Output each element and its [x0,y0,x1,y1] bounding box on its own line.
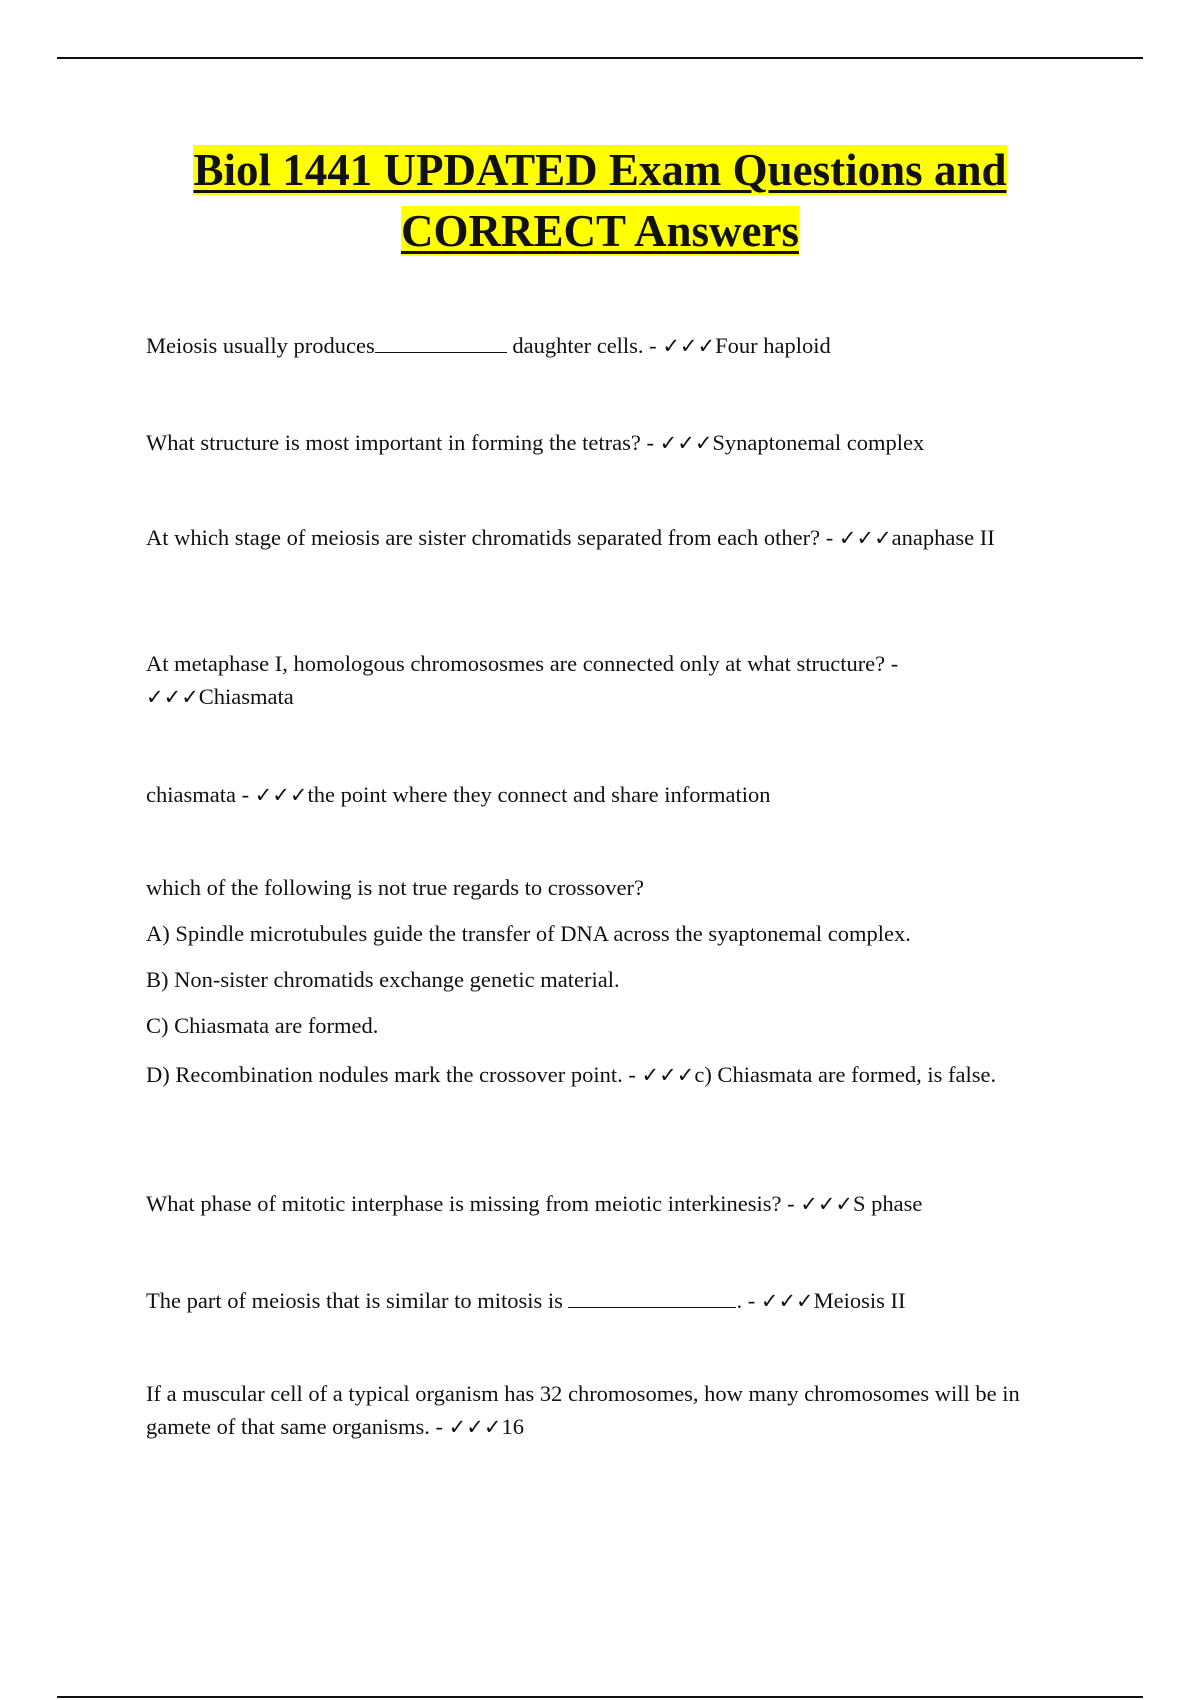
title-line-2: CORRECT Answers [401,206,799,256]
question-text: which of the following is not true regards to crossover? [146,875,644,900]
check-mark-icon: ✓✓✓ [146,685,199,709]
title-line-1: Biol 1441 UPDATED Exam Questions and [193,145,1007,195]
question-text: What structure is most important in forming the tetras? - [146,430,660,455]
qa-item-4 [146,647,1046,714]
question-text: Meiosis usually produces [146,333,375,358]
question-text: If a muscular cell of a typical organism has 32 chromosomes, how many chromosomes will be in gamete of that same organisms. - [146,1381,1020,1439]
question-text: What phase of mitotic interphase is missing from meiotic interkinesis? - [146,1191,801,1216]
check-mark-icon: ✓✓✓ [800,1192,854,1216]
qa-item-6 [146,871,1046,904]
check-mark-icon: ✓✓✓ [662,334,716,358]
answer-text: Synaptonemal complex [712,430,925,455]
answer-text: c) Chiasmata are formed, is false. [694,1062,997,1087]
answer-text: the point where they connect and share information [307,782,771,807]
top-rule [57,57,1143,59]
qa-item-2 [146,426,1046,460]
answer-text: Four haploid [715,333,831,358]
option-d [146,1060,1046,1090]
question-text: chiasmata - [146,782,255,807]
check-mark-icon: ✓✓✓ [760,1289,814,1313]
answer-text: Chiasmata [198,684,294,709]
qa-item-8 [146,1284,1046,1318]
option-c: C) Chiasmata are formed. [146,1013,379,1038]
answer-text: 16 [501,1414,524,1439]
answer-blank [568,1285,736,1308]
answer-text: Meiosis II [813,1288,906,1313]
question-text: daughter cells. - [506,333,663,358]
bottom-rule [57,1696,1143,1698]
qa-item-7 [146,1187,1046,1221]
check-mark-icon: ✓✓✓ [659,431,713,455]
option-b: B) Non-sister chromatids exchange genetic material. [146,967,620,992]
check-mark-icon: ✓✓✓ [641,1063,695,1087]
qa-item-1 [146,329,1046,363]
question-text: At which stage of meiosis are sister chromatids separated from each other? - [146,525,839,550]
question-text: At metaphase I, homologous chromososmes are connected only at what structure? - [146,651,899,676]
qa-item-3 [146,523,1046,553]
qa-item-9 [146,1377,1046,1444]
answer-blank [375,330,507,353]
check-mark-icon: ✓✓✓ [448,1415,502,1439]
option-d-text: D) Recombination nodules mark the crossover point. - [146,1062,642,1087]
qa-item-5 [146,778,1046,812]
check-mark-icon: ✓✓✓ [838,526,892,550]
document-title [100,140,1100,262]
answer-text: S phase [853,1191,923,1216]
question-text: The part of meiosis that is similar to mitosis is [146,1288,569,1313]
answer-text: anaphase II [891,525,995,550]
question-text: . - [736,1288,761,1313]
option-a: A) Spindle microtubules guide the transfer of DNA across the syaptonemal complex. [146,921,911,946]
check-mark-icon: ✓✓✓ [254,783,308,807]
